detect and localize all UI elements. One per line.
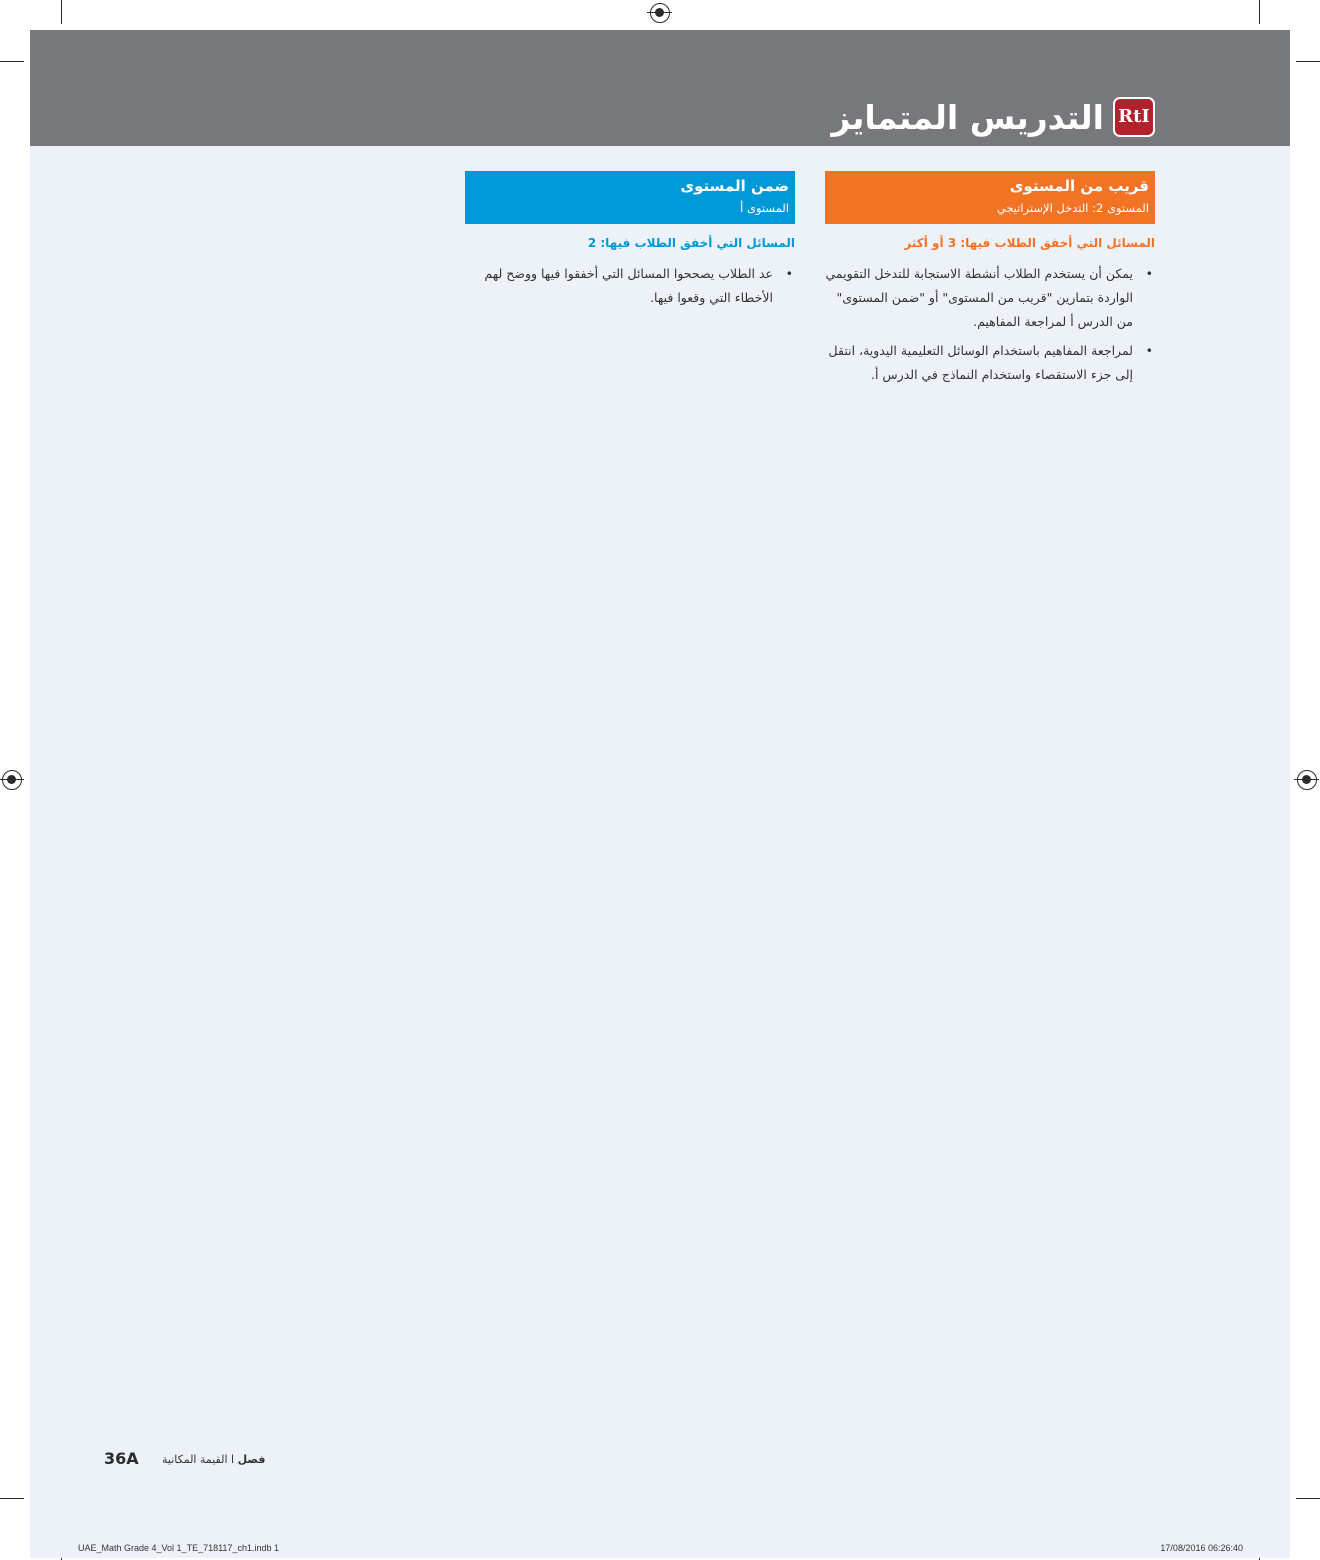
chapter-title: القيمة المكانية <box>162 1453 228 1466</box>
crop-mark <box>0 1498 24 1499</box>
footer-chapter <box>162 1453 265 1466</box>
approaching-level-header <box>825 171 1155 224</box>
crop-mark <box>1259 0 1260 24</box>
registration-mark-icon <box>2 770 22 790</box>
list-item <box>825 339 1155 387</box>
page-number: 36A <box>104 1449 139 1468</box>
approaching-bullet-list <box>825 262 1155 392</box>
on-level-header <box>465 171 795 224</box>
crop-mark <box>1296 1498 1320 1499</box>
bullet-icon: • <box>1145 266 1153 281</box>
slug-datetime: 17/08/2016 06:26:40 <box>1160 1543 1243 1553</box>
list-item <box>465 262 795 310</box>
list-item <box>825 262 1155 334</box>
approaching-level-subtitle: المستوى 2: التدخل الإستراتيجي <box>996 201 1149 215</box>
on-level-problems-label: المسائل التي أخفق الطلاب فيها: 2 <box>587 236 795 250</box>
page-panel <box>30 30 1290 1558</box>
slug-filename: UAE_Math Grade 4_Vol 1_TE_718117_ch1.indb 1 <box>78 1543 279 1553</box>
on-level-title: ضمن المستوى <box>680 177 789 195</box>
rti-badge-icon: RtI <box>1113 97 1155 137</box>
approaching-level-title: قريب من المستوى <box>1009 177 1149 195</box>
chapter-separator: ا <box>231 1453 235 1466</box>
crop-mark <box>61 0 62 24</box>
bullet-text: عد الطلاب يصححوا المسائل التي أخفقوا فيها ووضح لهم الأخطاء التي وقعوا فيها. <box>484 266 773 305</box>
bullet-text: يمكن أن يستخدم الطلاب أنشطة الاستجابة للتدخل التقويمي الواردة بتمارين "قريب من المستوى" أو "ضمن المستوى" من الدرس أ لمراجعة المفاهيم. <box>825 266 1133 329</box>
bullet-text: لمراجعة المفاهيم باستخدام الوسائل التعليمية اليدوية، انتقل إلى جزء الاستقصاء واستخدام النماذج في الدرس أ. <box>828 343 1133 382</box>
crop-mark <box>0 61 24 62</box>
bullet-icon: • <box>785 266 793 281</box>
registration-mark-icon <box>650 3 670 23</box>
bullet-icon: • <box>1145 343 1153 358</box>
on-level-subtitle: المستوى أ <box>740 201 789 215</box>
on-level-bullet-list <box>465 262 795 315</box>
crop-mark <box>1296 61 1320 62</box>
registration-mark-icon <box>1297 770 1317 790</box>
approaching-problems-label: المسائل التي أخفق الطلاب فيها: 3 أو أكثر <box>904 236 1155 250</box>
page-title: التدريس المتمايز <box>831 98 1104 137</box>
chapter-label: فصل <box>237 1453 266 1466</box>
